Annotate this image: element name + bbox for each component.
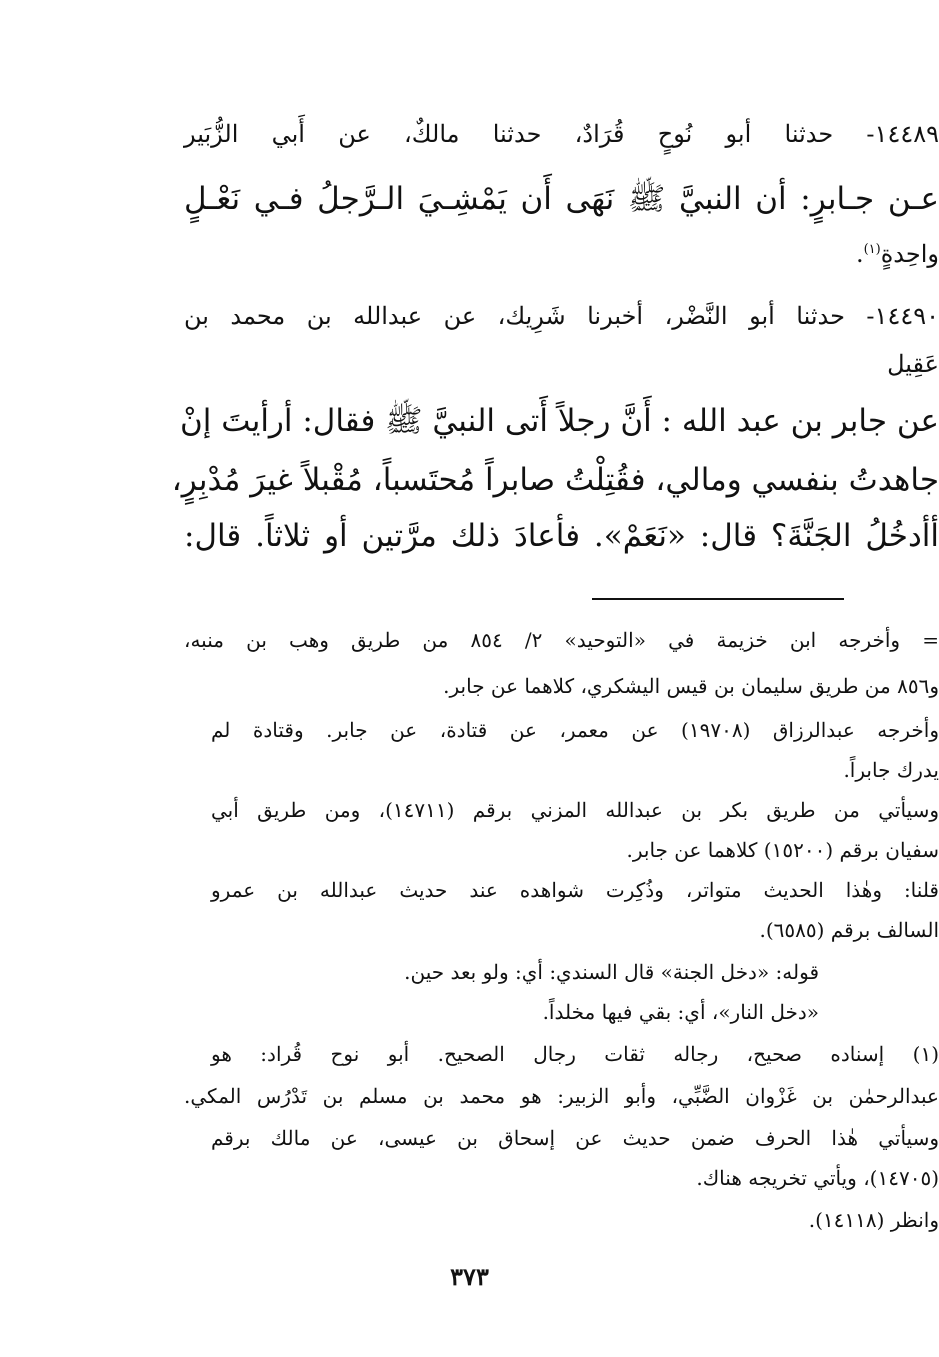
hadith-14490-matn-line3: أأدخُلُ الجَنَّةَ؟ قال: «نَعَمْ». فأعادَ ذلك مرَّتين أو ثلاثاً. قال: — [184, 518, 939, 554]
footnote-line-13: وسيأتي هٰذا الحرف ضمن حديث عن إسحاق بن عيسى، عن مالك برقم — [211, 1126, 939, 1150]
hadith-14490-isnad-line1: ١٤٤٩٠- حدثنا أبو النَّضْر، أخبرنا شَرِيك، عن عبدالله بن محمد بن — [184, 302, 939, 330]
hadith-14489-matn-line2 — [184, 240, 939, 268]
hadith-14490-matn-line2: جاهدتُ بنفسي ومالي، فقُتِلْتُ صابراً مُحتَسباً، مُقْبلاً غيرَ مُدْبِرٍ، — [171, 462, 939, 498]
footnote-line-8: السالف برقم (٦٥٨٥). — [759, 918, 939, 942]
hadith-14490-isnad-line2: عَقِيل — [887, 350, 939, 378]
footnote-line-3: وأخرجه عبدالرزاق (١٩٧٠٨) عن معمر، عن قتادة، عن جابر. وقتادة لم — [211, 718, 939, 742]
hadith-14490-matn-line1: عن جابر بن عبد الله : أَنَّ رجلاً أَتى النبيَّ ﷺ فقال: أرأيتَ إنْ — [180, 403, 939, 439]
footnote-separator — [592, 598, 844, 600]
footnote-line-15: وانظر (١٤١١٨). — [808, 1208, 939, 1232]
matn-line2-text: واحِدةٍ — [880, 240, 939, 268]
footnote-line-4: يدرك جابراً. — [843, 758, 939, 782]
footnote-line-14: (١٤٧٠٥)، ويأتي تخريجه هناك. — [696, 1166, 939, 1190]
footnote-line-6: سفيان برقم (١٥٢٠٠) كلاهما عن جابر. — [626, 838, 939, 862]
footnote-line-2: و٨٥٦ من طريق سليمان بن قيس اليشكري، كلاهما عن جابر. — [443, 674, 939, 698]
footnote-line-11: (١) إسناده صحيح، رجاله ثقات رجال الصحيح. أبو نوح قُراد: هو — [211, 1042, 939, 1066]
footnote-line-1: = وأخرجه ابن خزيمة في «التوحيد» ٢/ ٨٥٤ من طريق وهب بن منبه، — [184, 628, 939, 652]
footnote-line-7: قلنا: وهٰذا الحديث متواتر، وذُكِرت شواهده عند حديث عبدالله بن عمرو — [211, 878, 939, 902]
page-number: ٣٧٣ — [450, 1262, 489, 1291]
footnote-line-12: عبدالرحمٰن بن غَزْوان الضَّبِّي، وأبو الزبير: هو محمد بن مسلم بن تَدْرُس المكي. — [184, 1084, 939, 1108]
footnote-line-9: قوله: «دخل الجنة» قال السندي: أي: ولو بعد حين. — [404, 960, 819, 984]
hadith-14489-matn-line1: عـن جـابرٍ: أن النبيَّ ﷺ نَهَى أَن يَمْشِـيَ الـرَّجلُ فـي نَعْـلٍ — [184, 181, 939, 217]
footnote-line-10: «دخل النار»، أي: بقي فيها مخلداً. — [542, 1000, 819, 1024]
hadith-14489-isnad: ١٤٤٨٩- حدثنا أبو نُوحٍ قُرَادٌ، حدثنا مالكٌ، عن أَبي الزُّبَير — [184, 120, 939, 148]
footnote-ref-1: (١) — [863, 242, 881, 257]
footnote-line-5: وسيأتي من طريق بكر بن عبدالله المزني برقم (١٤٧١١)، ومن طريق أبي — [211, 798, 939, 822]
matn-line2-end: . — [855, 240, 864, 268]
